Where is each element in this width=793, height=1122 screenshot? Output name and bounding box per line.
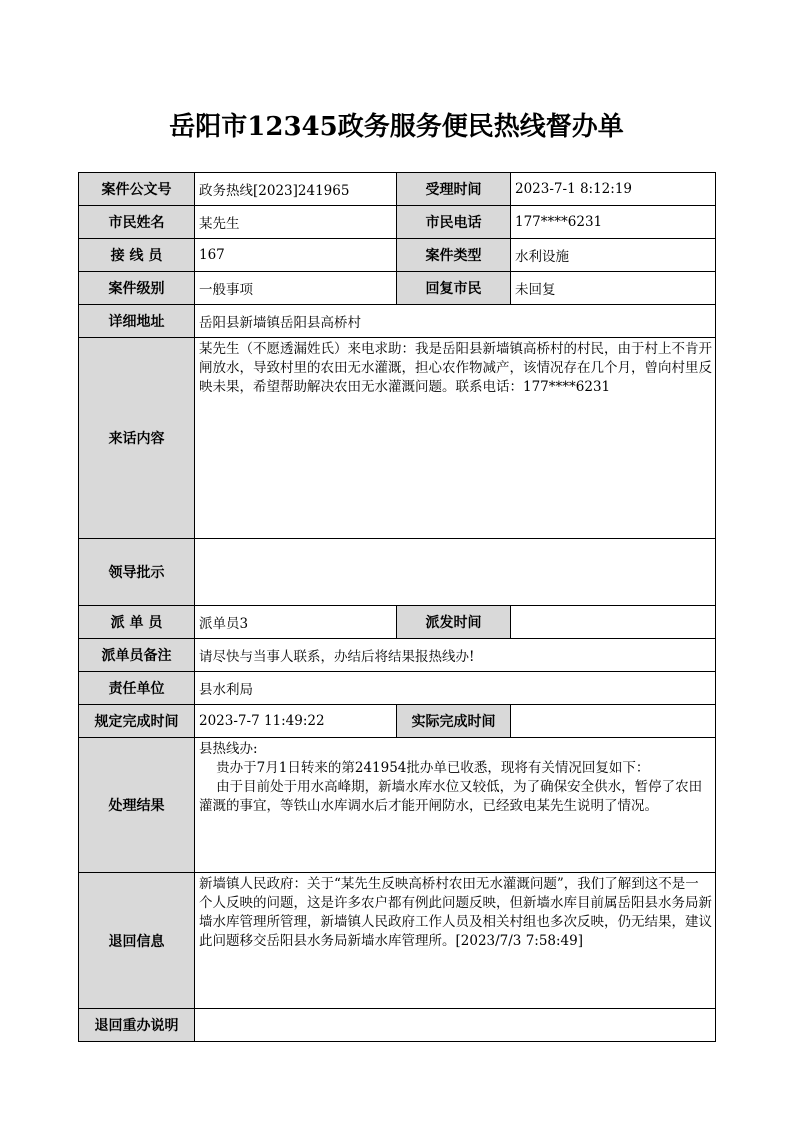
citizen-phone-label: 市民电话 [397,206,511,239]
dispatch-note-value: 请尽快与当事人联系，办结后将结果报热线办! [195,639,716,672]
page-title: 岳阳市12345政务服务便民热线督办单 [169,112,624,142]
dispatcher-label: 派 单 员 [79,606,195,639]
redo-value [195,1009,716,1042]
reply-label: 回复市民 [397,272,511,305]
row-deadline [79,705,716,738]
return-value: 新墙镇人民政府：关于“某先生反映高桥村农田无水灌溉问题”，我们了解到这不是一个人反映的问题，这是许多农户都有例此问题反映，但新墙水库目前属岳阳县水务局新墙水库管理所管理，新墙镇人民政府工作人员及相关村组也多次反映，仍无结果，建议此问题移交岳阳县水务局新墙水库管理所。[2023/7/3 7:58:49] [195,873,716,1009]
actual-time-label: 实际完成时间 [397,705,511,738]
case-type-value: 水利设施 [511,239,716,272]
accept-time-label: 受理时间 [397,173,511,206]
unit-label: 责任单位 [79,672,195,705]
case-no-label: 案件公文号 [79,173,195,206]
row-case-no [79,173,716,206]
accept-time-value: 2023-7-1 8:12:19 [511,173,716,206]
row-level [79,272,716,305]
row-citizen [79,206,716,239]
row-result [79,738,716,873]
content-label: 来话内容 [79,338,195,539]
citizen-name-label: 市民姓名 [79,206,195,239]
dispatch-time-label: 派发时间 [397,606,511,639]
deadline-label: 规定完成时间 [79,705,195,738]
actual-time-value [511,705,716,738]
row-unit [79,672,716,705]
row-dispatch-note [79,639,716,672]
supervision-form [78,172,716,1042]
case-no-value: 政务热线[2023]241965 [195,173,397,206]
operator-label: 接 线 员 [79,239,195,272]
row-return [79,873,716,1009]
row-content [79,338,716,539]
dispatch-note-label: 派单员备注 [79,639,195,672]
case-type-label: 案件类型 [397,239,511,272]
citizen-phone-value: 177****6231 [511,206,716,239]
case-level-value: 一般事项 [195,272,397,305]
row-redo [79,1009,716,1042]
dispatch-time-value [511,606,716,639]
address-value: 岳阳县新墙镇岳阳县高桥村 [195,305,716,338]
citizen-name-value: 某先生 [195,206,397,239]
case-level-label: 案件级别 [79,272,195,305]
row-leader [79,539,716,606]
reply-value: 未回复 [511,272,716,305]
operator-value: 167 [195,239,397,272]
return-label: 退回信息 [79,873,195,1009]
result-label: 处理结果 [79,738,195,873]
unit-value: 县水利局 [195,672,716,705]
redo-label: 退回重办说明 [79,1009,195,1042]
dispatcher-value: 派单员3 [195,606,397,639]
leader-label: 领导批示 [79,539,195,606]
leader-value [195,539,716,606]
address-label: 详细地址 [79,305,195,338]
row-address [79,305,716,338]
row-dispatcher [79,606,716,639]
result-value: 县热线办: 贵办于7月1日转来的第241954批办单已收悉，现将有关情况回复如下： 由于目前处于用水高峰期，新墙水库水位又较低，为了确保安全供水，暂停了农田灌溉的事宜，等铁山水库调水后才能开闸防水，已经致电某先生说明了情况。 [195,738,716,873]
row-operator [79,239,716,272]
deadline-value: 2023-7-7 11:49:22 [195,705,397,738]
content-value: 某先生（不愿透漏姓氏）来电求助：我是岳阳县新墙镇高桥村的村民，由于村上不肯开闸放水，导致村里的农田无水灌溉，担心农作物减产，该情况存在几个月，曾向村里反映未果，希望帮助解决农田无水灌溉问题。联系电话：177****6231 [195,338,716,539]
